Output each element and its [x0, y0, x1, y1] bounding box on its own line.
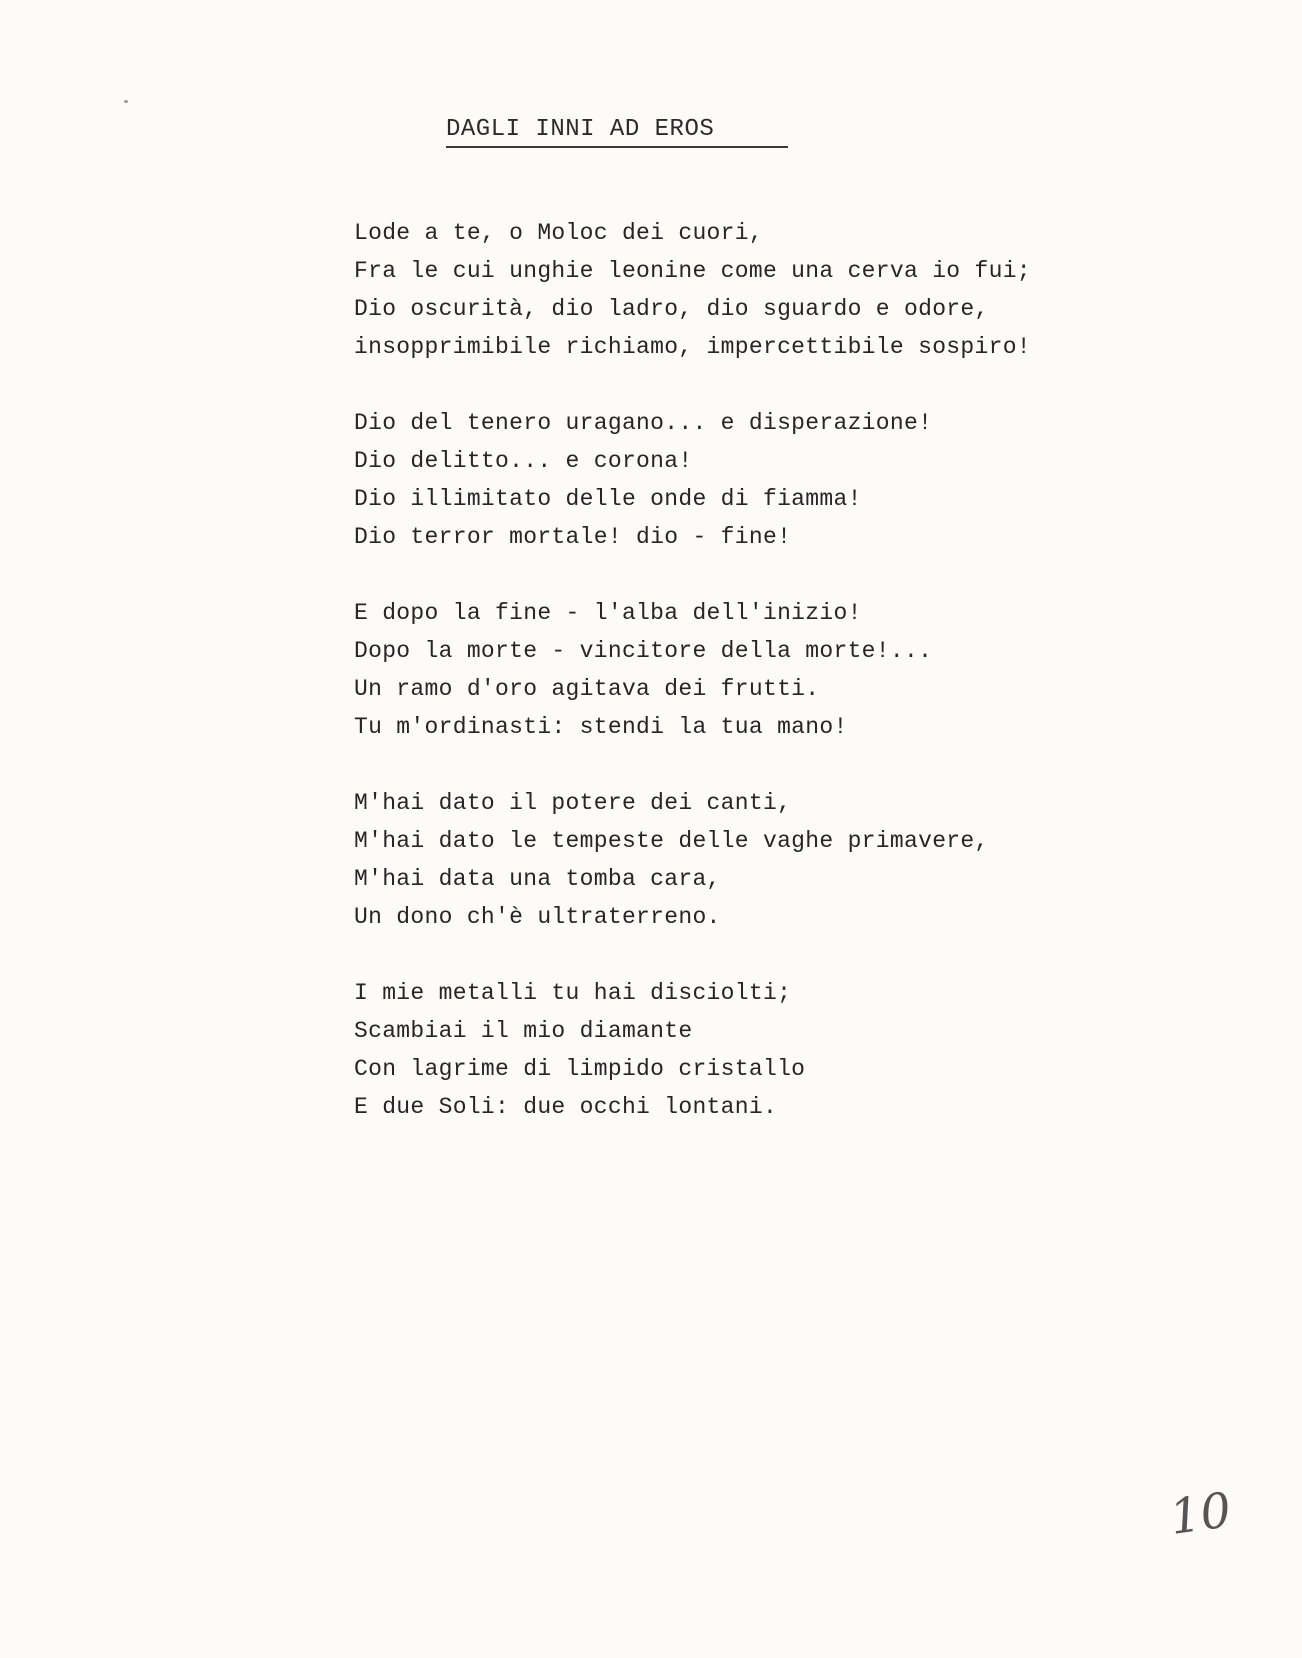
handwritten-page-number: 10 [1166, 1482, 1235, 1546]
poem-line: M'hai dato le tempeste delle vaghe primavere, [354, 828, 989, 854]
poem-line: Dio del tenero uragano... e disperazione! [354, 410, 933, 436]
poem-line: Un ramo d'oro agitava dei frutti. [354, 676, 820, 702]
poem-line: Dopo la morte - vincitore della morte!... [354, 638, 933, 664]
poem-line: Dio illimitato delle onde di fiamma! [354, 486, 862, 512]
stanza-2 [354, 404, 1114, 556]
title-underline [446, 146, 788, 148]
poem-line: Scambiai il mio diamante [354, 1018, 693, 1044]
poem-line: Fra le cui unghie leonine come una cerva io fui; [354, 258, 1031, 284]
poem-line: Un dono ch'è ultraterreno. [354, 904, 721, 930]
poem-line: I mie metalli tu hai disciolti; [354, 980, 792, 1006]
poem-line: Dio oscurità, dio ladro, dio sguardo e odore, [354, 296, 989, 322]
poem-line: E dopo la fine - l'alba dell'inizio! [354, 600, 862, 626]
stanza-5 [354, 974, 1114, 1126]
poem-line: M'hai data una tomba cara, [354, 866, 721, 892]
stanza-3 [354, 594, 1114, 746]
poem-line: Tu m'ordinasti: stendi la tua mano! [354, 714, 848, 740]
poem-line: E due Soli: due occhi lontani. [354, 1094, 778, 1120]
poem-line: Dio delitto... e corona! [354, 448, 693, 474]
poem-line: Con lagrime di limpido cristallo [354, 1056, 806, 1082]
paper-speck [124, 100, 128, 103]
poem-title: DAGLI INNI AD EROS [446, 116, 715, 143]
poem-line: M'hai dato il potere dei canti, [354, 790, 792, 816]
poem-body [354, 214, 1114, 1164]
stanza-4 [354, 784, 1114, 936]
poem-line: insopprimibile richiamo, impercettibile sospiro! [354, 334, 1031, 360]
poem-line: Lode a te, o Moloc dei cuori, [354, 220, 763, 246]
stanza-1 [354, 214, 1114, 366]
poem-line: Dio terror mortale! dio - fine! [354, 524, 792, 550]
